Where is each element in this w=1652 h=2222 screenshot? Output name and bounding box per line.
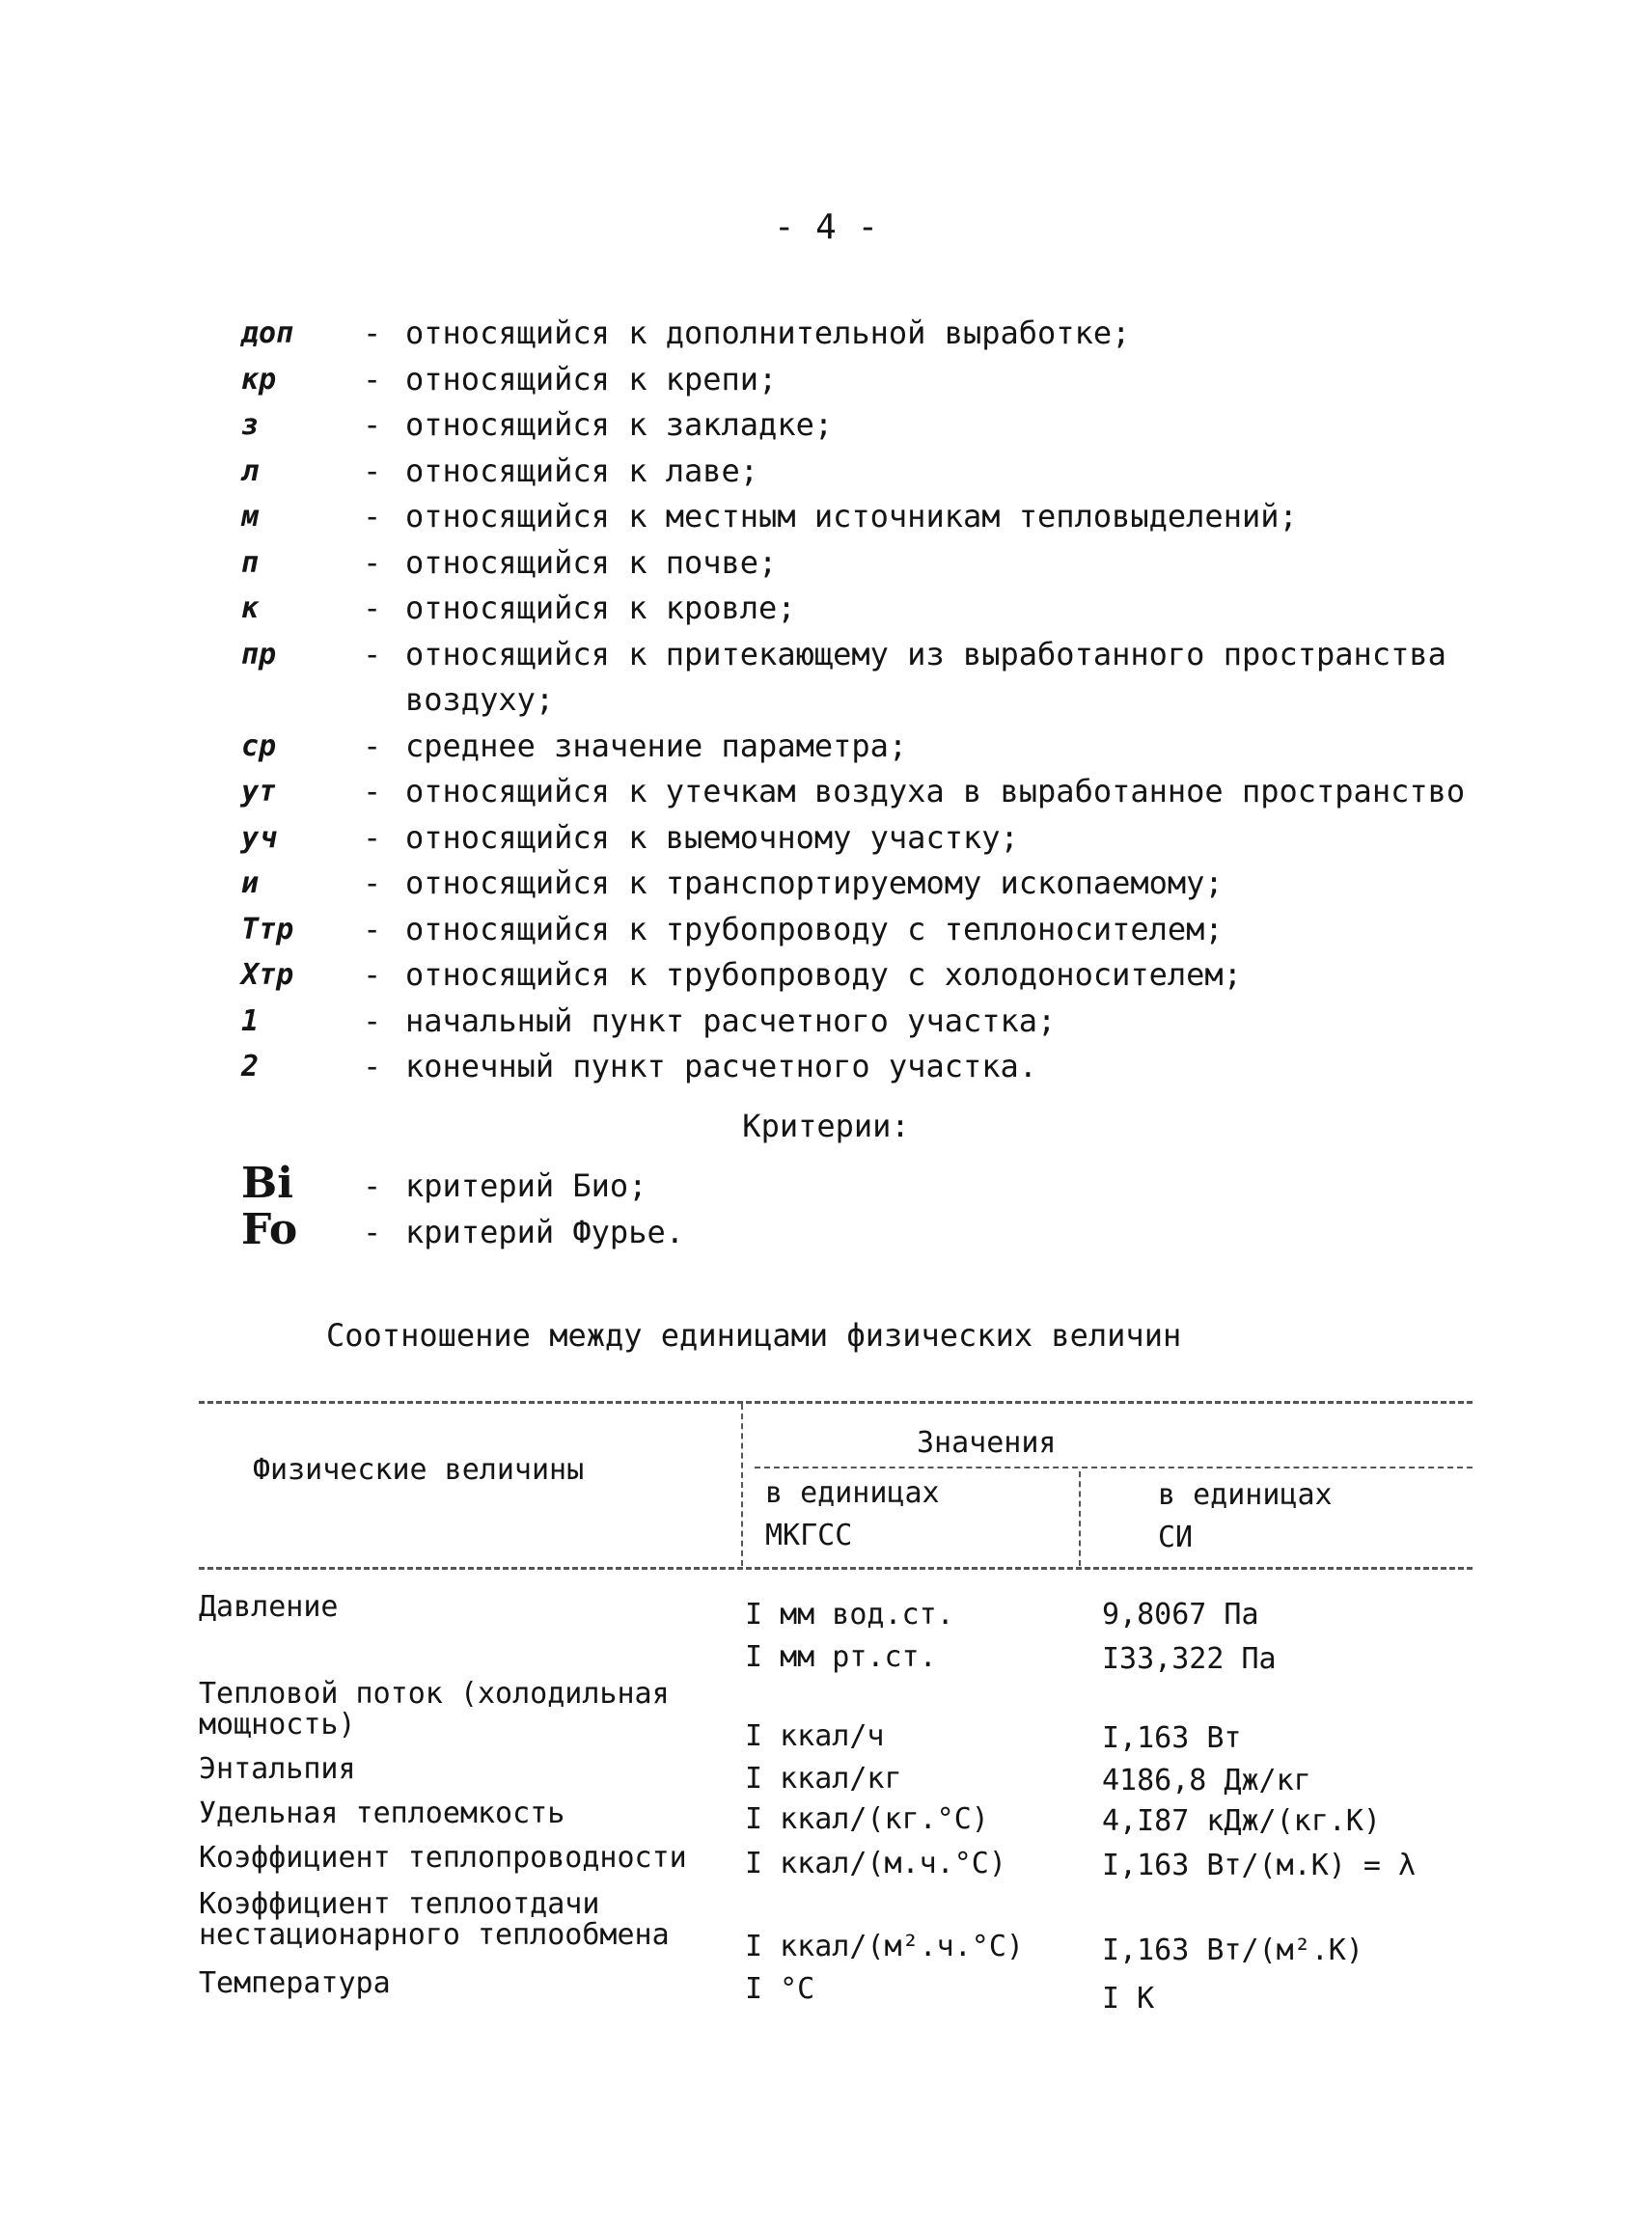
dash: -: [363, 635, 382, 672]
abbr-description: относящийся к утечкам воздуха в выработанное пространство: [405, 773, 1466, 809]
abbr-symbol: л: [241, 453, 260, 488]
dash: -: [363, 956, 382, 993]
table-cell-si: I33,322 Па: [1102, 1642, 1277, 1676]
abbr-description: относящийся к лаве;: [405, 452, 759, 489]
abbr-symbol: кр: [241, 362, 277, 397]
list-item: [241, 1044, 1496, 1090]
dash: -: [363, 1167, 382, 1204]
list-item: [241, 815, 1496, 862]
table-cell-mkgss: I ккал/ч: [745, 1719, 885, 1753]
abbr-description: относящийся к трубопроводу с холодоносителем;: [405, 956, 1242, 993]
criterion-description: критерий Био;: [405, 1167, 647, 1204]
criteria-heading: Критерии:: [742, 1108, 910, 1144]
list-item: [241, 769, 1496, 815]
table-cell-mkgss: I мм вод.ст.: [745, 1598, 954, 1632]
abbreviation-list: [241, 311, 1496, 1090]
column-separator: [741, 1404, 743, 1566]
table-cell-si: I,163 Вт/(м².К): [1102, 1934, 1363, 1967]
list-item: [241, 632, 1496, 724]
dash: -: [363, 360, 382, 398]
abbr-description: относящийся к дополнительной выработке;: [405, 315, 1131, 351]
table-cell-mkgss: I ккал/(м².ч.°С): [745, 1930, 1024, 1963]
abbr-symbol: 2: [241, 1050, 260, 1084]
header-quantity: Физические величины: [253, 1453, 585, 1487]
page-number: - 4 -: [773, 207, 879, 247]
values-subheader-rule: [755, 1467, 1473, 1468]
table-cell-si: I,163 Вт: [1102, 1721, 1242, 1755]
abbr-description-continuation: воздуху;: [405, 681, 555, 718]
table-caption: Соотношение между единицами физических величин: [326, 1317, 1182, 1354]
dash: -: [363, 910, 382, 947]
abbr-description: относящийся к крепи;: [405, 360, 778, 398]
list-item: [241, 999, 1496, 1045]
table-cell-quantity: Удельная теплоемкость: [199, 1797, 565, 1830]
abbr-symbol: з: [241, 408, 260, 442]
list-item: [241, 311, 1496, 357]
abbr-description: [405, 632, 1496, 724]
header-mkgss-line1: в единицах: [765, 1476, 940, 1510]
abbr-description: относящийся к кровле;: [405, 590, 796, 626]
abbr-description: конечный пункт расчетного участка.: [405, 1048, 1038, 1084]
header-values: Значения: [917, 1426, 1057, 1460]
abbr-description: среднее значение параметра;: [405, 727, 908, 764]
table-cell-si: I,163 Вт/(м.К) = λ: [1102, 1849, 1417, 1882]
list-item: [241, 494, 1496, 540]
abbr-symbol: ср: [241, 728, 277, 763]
abbr-symbol: Xтр: [241, 958, 294, 992]
dash: -: [363, 1214, 382, 1250]
abbr-description-line: относящийся к притекающему из выработанного пространства: [405, 635, 1446, 672]
abbr-symbol: уч: [241, 820, 277, 855]
abbr-symbol: п: [241, 545, 260, 580]
dash: -: [363, 406, 382, 443]
abbr-symbol: м: [241, 500, 260, 534]
dash: -: [363, 452, 382, 489]
abbr-symbol: пр: [241, 637, 277, 672]
abbr-description: начальный пункт расчетного участка;: [405, 1001, 1057, 1039]
criterion-symbol: Bi: [241, 1159, 293, 1208]
dash: -: [363, 818, 382, 856]
table-cell-quantity: Коэффициент теплопроводности: [199, 1841, 687, 1875]
table-cell-mkgss: I ккал/кг: [745, 1762, 902, 1796]
abbr-symbol: 1: [241, 1003, 260, 1038]
dash: -: [363, 727, 382, 764]
criterion-description: критерий Фурье.: [405, 1214, 684, 1250]
list-item: [241, 1159, 1399, 1209]
dash: -: [363, 590, 382, 626]
table-cell-si: 9,8067 Па: [1102, 1598, 1259, 1632]
header-si-line2: СИ: [1158, 1521, 1194, 1554]
dash: -: [363, 1001, 382, 1039]
table-cell-si: 4186,8 Дж/кг: [1102, 1764, 1311, 1797]
list-item: [241, 586, 1496, 632]
table-cell-quantity: Тепловой поток (холодильная мощность): [199, 1677, 670, 1742]
list-item: [241, 724, 1496, 770]
table-top-rule: [199, 1401, 1473, 1404]
dash: -: [363, 498, 382, 535]
abbr-description: относящийся к закладке;: [405, 406, 834, 443]
table-cell-mkgss: I мм рт.ст.: [745, 1640, 937, 1674]
list-item: [241, 1205, 1399, 1255]
criteria-list: [241, 1159, 1399, 1255]
header-si-line1: в единицах: [1158, 1478, 1333, 1512]
dash: -: [363, 864, 382, 901]
list-item: [241, 402, 1496, 449]
dash: -: [363, 543, 382, 581]
abbr-symbol: доп: [241, 316, 294, 350]
table-cell-si: I К: [1102, 1982, 1155, 2016]
table-cell-quantity: Коэффициент теплоотдачи нестационарного теплообмена: [199, 1887, 670, 1952]
abbr-symbol: Tтр: [241, 912, 294, 946]
abbr-description: относящийся к местным источникам тепловыделений;: [405, 498, 1298, 535]
table-cell-quantity: Энтальпия: [199, 1752, 356, 1786]
list-item: [241, 449, 1496, 495]
abbr-description: относящийся к транспортируемому ископаемому;: [405, 864, 1224, 901]
abbr-symbol: и: [241, 866, 260, 900]
table-cell-quantity: Давление: [199, 1590, 339, 1624]
dash: -: [363, 1048, 382, 1084]
table-cell-si: 4,I87 кДж/(кг.К): [1102, 1804, 1381, 1838]
column-separator: [1079, 1471, 1081, 1566]
list-item: [241, 907, 1496, 953]
table-cell-mkgss: I °С: [745, 1972, 815, 2006]
table-cell-quantity: Температура: [199, 1966, 391, 2000]
list-item: [241, 540, 1496, 587]
dash: -: [363, 315, 382, 351]
abbr-symbol: ут: [241, 775, 277, 809]
table-cell-mkgss: I ккал/(кг.°С): [745, 1802, 989, 1836]
abbr-description: относящийся к почве;: [405, 543, 778, 581]
list-item: [241, 952, 1496, 999]
abbr-description: относящийся к трубопроводу с теплоносителем;: [405, 910, 1224, 947]
dash: -: [363, 773, 382, 809]
header-bottom-rule: [199, 1567, 1473, 1570]
list-item: [241, 861, 1496, 907]
abbr-description: относящийся к выемочному участку;: [405, 818, 1019, 856]
criterion-symbol: Fo: [241, 1205, 298, 1254]
table-cell-mkgss: I ккал/(м.ч.°С): [745, 1847, 1006, 1880]
list-item: [241, 357, 1496, 403]
header-mkgss-line2: МКГСС: [765, 1519, 853, 1552]
abbr-symbol: к: [241, 591, 260, 625]
